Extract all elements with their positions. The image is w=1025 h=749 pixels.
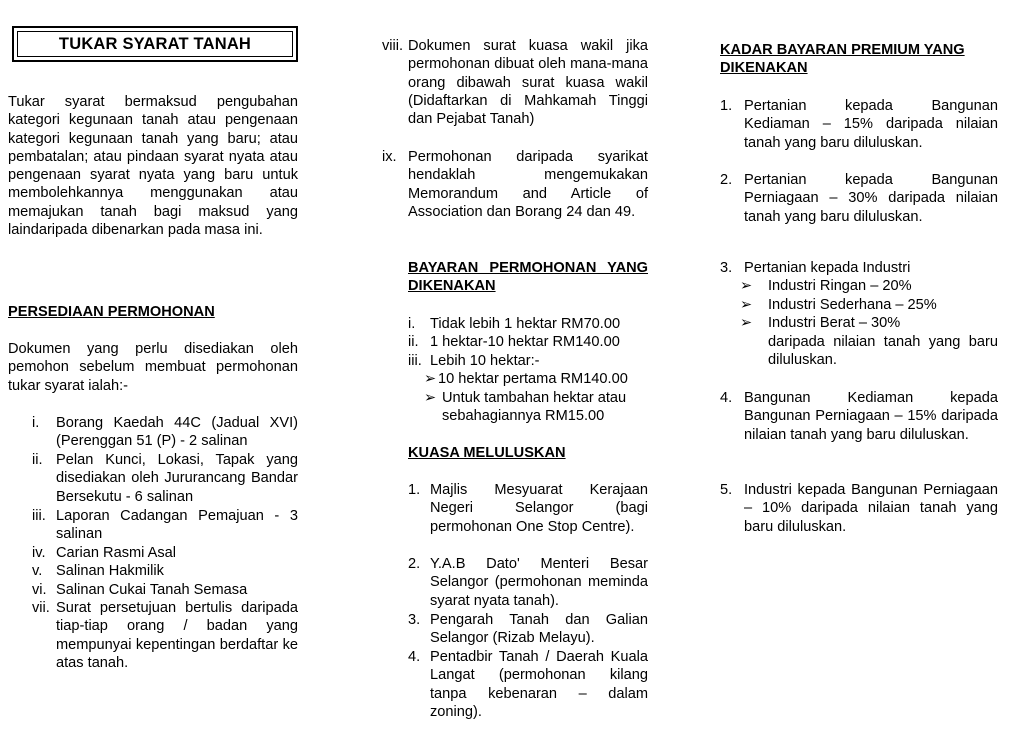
fee-heading-line1: BAYARAN PERMOHONAN YANG DIKENAKAN [408,260,648,295]
arrow-bullet-icon: ➢ [424,390,437,406]
title-box [12,26,298,62]
arrow-bullet-icon: ➢ [424,371,437,387]
intro-paragraph: Tukar syarat bermaksud pengubahan kategori kegunaan tanah atau pengenaan kategori kegunaan tanah yang baru; atau pembatalan; atau pindaan syarat nyata atau pengenaan syarat nyata yang baru untuk membolehkannya menggunakan atau memajukan tanah bagi maksud yang laindaripada dibenarkan pada masa ini. [8,94,298,239]
arrow-bullet-icon: ➢ [740,315,753,331]
documents-intro: Dokumen yang perlu disediakan oleh pemohon sebelum membuat permohonan tukar syarat ialah:- [8,341,298,394]
approval-power-heading: KUASA MELULUSKAN [408,445,566,461]
industry-tail: daripada nilaian tanah yang baru diluluskan. [768,334,998,369]
preparation-heading: PERSEDIAAN PERMOHONAN [8,304,215,320]
page-title: TUKAR SYARAT TANAH [17,31,293,57]
arrow-bullet-icon: ➢ [740,297,753,313]
premium-heading: KADAR BAYARAN PREMIUM YANG DIKENAKAN [720,42,965,77]
arrow-bullet-icon: ➢ [740,278,753,294]
